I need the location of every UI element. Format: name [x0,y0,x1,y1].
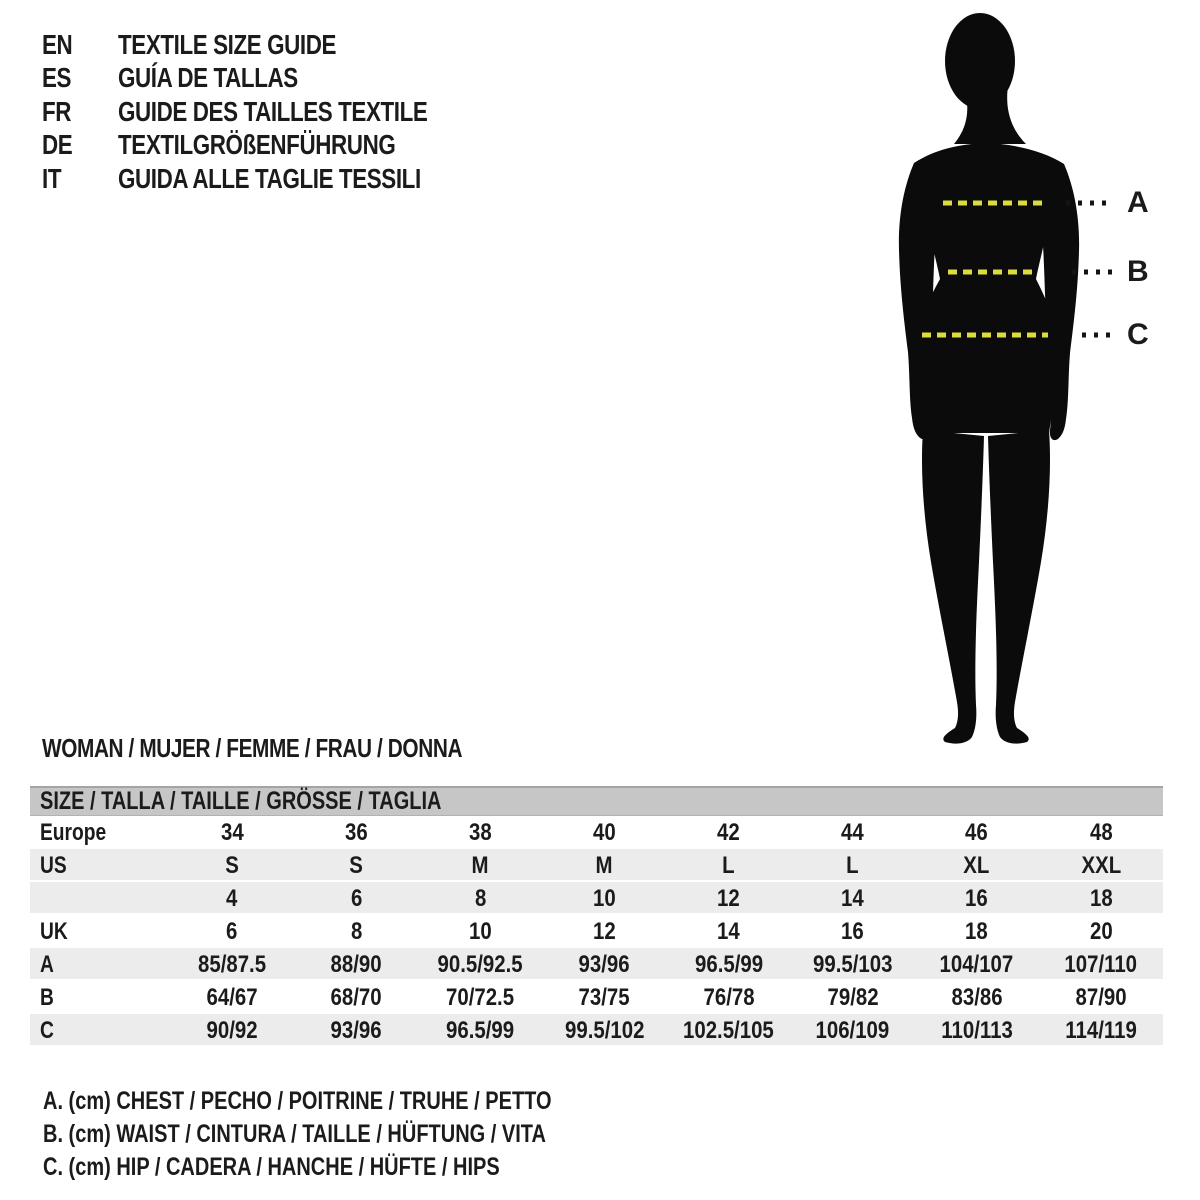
size-cell: 6 [350,885,362,912]
lang-row-es [42,62,505,96]
size-cell: 4 [226,885,238,912]
lang-title: TEXTILE SIZE GUIDE [118,28,337,60]
row-label [30,882,170,915]
lang-code-text: IT [42,162,62,194]
size-cell: 73/75 [578,984,630,1011]
lang-code [42,129,118,161]
legend-text: C. (cm) HIP / CADERA / HANCHE / HÜFTE / HIPS [43,1153,500,1181]
silhouette-svg [880,0,1200,760]
size-cell: 12 [593,918,616,945]
size-cell: 76/78 [703,984,755,1011]
lang-code-text: ES [42,62,72,94]
lang-row-fr [42,95,505,129]
size-cell: 93/96 [578,951,630,978]
lang-code [42,29,118,61]
size-cell: 42 [717,819,740,846]
size-cell: 46 [965,819,989,846]
size-cell: 110/113 [941,1017,1013,1044]
size-cell: M [471,852,489,879]
size-cell: 10 [593,885,616,912]
size-cell: 102.5/105 [683,1017,774,1044]
size-cell: 8 [350,918,362,945]
size-cell: S [225,852,239,879]
size-cell: 10 [468,918,492,945]
size-table-body [30,816,1163,1047]
size-cell: L [846,852,859,879]
size-cell: 14 [717,918,740,945]
size-cell: XL [963,852,990,879]
size-cell: 68/70 [330,984,382,1011]
table-row [30,849,1163,882]
size-cell: 96.5/99 [446,1017,515,1044]
size-cell: 14 [841,885,865,912]
size-cell: 64/67 [206,984,258,1011]
size-table [30,786,1163,1047]
legend-text: B. (cm) WAIST / CINTURA / TAILLE / HÜFTUNG / VITA [43,1120,546,1148]
table-row [30,948,1163,981]
legend-line-chest [43,1085,679,1118]
size-cell: 96.5/99 [694,951,763,978]
silhouette-right-leg [988,430,1050,744]
table-row [30,981,1163,1014]
size-cell: 85/87.5 [198,951,267,978]
row-label: US [40,852,67,879]
size-cell: 48 [1089,819,1113,846]
woman-silhouette-figure [880,0,1200,760]
size-cell: 90/92 [206,1017,258,1044]
size-cell: M [595,852,613,879]
size-cell: 12 [717,885,740,912]
silhouette-left-leg [922,430,984,744]
lang-row-it [42,162,505,196]
lang-title: GUIDE DES TAILLES TEXTILE [118,95,428,127]
size-cell: 99.5/103 [812,951,893,978]
measurement-legend [43,1085,679,1184]
size-cell: 70/72.5 [446,984,515,1011]
size-table-header [30,786,1163,816]
size-cell: 16 [965,885,989,912]
legend-line-waist [43,1118,679,1151]
size-cell: 104/107 [939,951,1014,978]
size-cell: 20 [1089,918,1113,945]
row-label: UK [40,918,68,945]
size-cell: 44 [841,819,865,846]
lang-title: GUÍA DE TALLAS [118,62,298,94]
size-cell: 16 [841,918,865,945]
lang-title: TEXTILGRÖßENFÜHRUNG [118,129,396,161]
size-cell: S [349,852,363,879]
lang-code-text: EN [42,28,73,60]
marker-label-c: C [1127,318,1149,351]
marker-label-a: A [1127,186,1149,219]
size-cell: 36 [344,819,368,846]
lang-code-text: FR [42,95,72,127]
lang-code [42,163,118,195]
size-cell: 87/90 [1075,984,1127,1011]
section-heading-woman [42,733,567,764]
size-cell: 79/82 [827,984,879,1011]
section-heading-text: WOMAN / MUJER / FEMME / FRAU / DONNA [42,733,463,763]
marker-label-b: B [1127,255,1149,288]
row-label: B [40,984,54,1011]
size-cell: 18 [1089,885,1113,912]
table-row [30,882,1163,915]
legend-line-hip [43,1151,679,1184]
size-cell: 99.5/102 [564,1017,645,1044]
size-cell: 18 [965,918,989,945]
lang-title: GUIDA ALLE TAGLIE TESSILI [118,162,421,194]
legend-text: A. (cm) CHEST / PECHO / POITRINE / TRUHE / PETTO [43,1087,552,1115]
size-cell: L [722,852,735,879]
row-label: C [40,1017,54,1044]
size-table-header-text: SIZE / TALLA / TAILLE / GRÖSSE / TAGLIA [40,787,442,815]
lang-code [42,96,118,128]
table-row [30,1014,1163,1047]
lang-row-en [42,28,505,62]
size-cell: 34 [220,819,244,846]
lang-row-de [42,129,505,163]
size-cell: 8 [474,885,486,912]
size-cell: 90.5/92.5 [437,951,523,978]
size-cell: 114/119 [1065,1017,1137,1044]
size-cell: 93/96 [330,1017,382,1044]
row-label: Europe [40,819,107,846]
size-cell: 106/109 [815,1017,890,1044]
size-cell: 107/110 [1064,951,1138,978]
lang-code-text: DE [42,129,73,161]
row-label: A [40,951,54,978]
table-row [30,915,1163,948]
size-cell: 38 [468,819,492,846]
size-cell: 83/86 [951,984,1003,1011]
table-row [30,816,1163,849]
size-cell: 88/90 [330,951,382,978]
size-cell: XXL [1081,852,1121,879]
lang-code [42,62,118,94]
size-cell: 40 [593,819,616,846]
size-cell: 6 [226,918,238,945]
language-title-block [42,28,505,196]
